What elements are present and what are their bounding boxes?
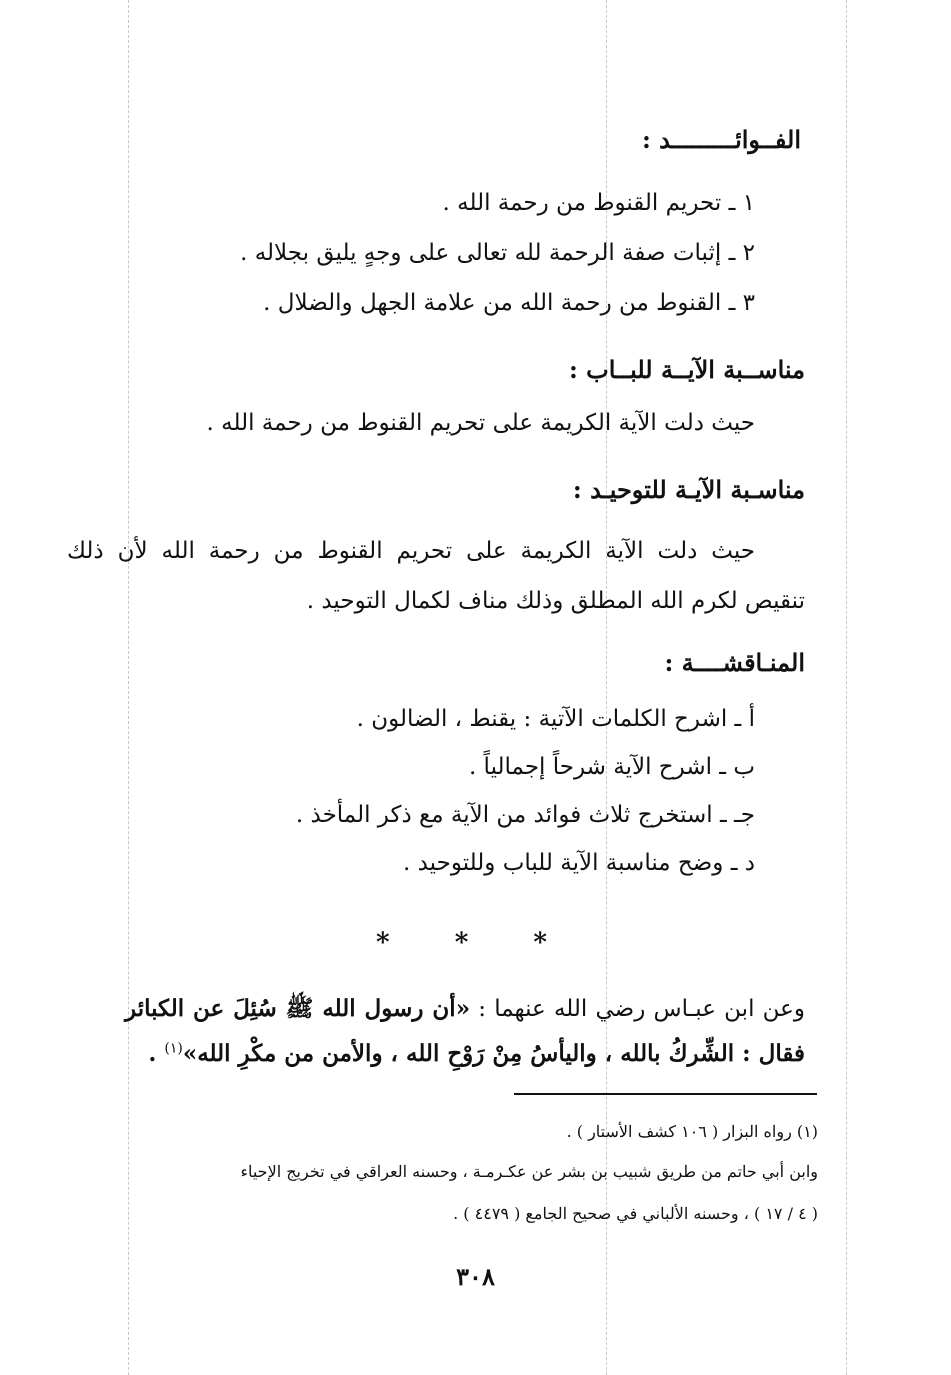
benefit-item: ٣ ـ القنوط من رحمة الله من علامة الجهل والضلال . bbox=[263, 290, 755, 316]
hadith-period: . bbox=[148, 1040, 165, 1067]
hadith-intro: وعن ابن عبـاس رضي الله عنهما : bbox=[470, 996, 805, 1022]
footnote-continuation: وابن أبي حاتم من طريق شبيب بن بشر عن عكـرمـة ، وحسنه العراقي في تخريج الإحياء bbox=[240, 1162, 818, 1181]
discussion-item: ب ـ اشرح الآية شرحاً إجمالياً . bbox=[468, 754, 755, 780]
chapter-relevance-heading: مناســبة الآيــة للبــاب : bbox=[568, 355, 805, 384]
scan-artifact-line bbox=[128, 0, 129, 1375]
tawhid-relevance-heading: مناسـبة الآيـة للتوحيـد : bbox=[572, 475, 805, 504]
footnote-continuation: ( ٤ / ١٧ ) ، وحسنه الألباني في صحيح الجامع ( ٤٤٧٩ ) . bbox=[453, 1204, 818, 1223]
footnote-rule bbox=[514, 1093, 817, 1095]
hadith-quote-start: «أن رسول الله ﷺ سُئِلَ عن الكبائر bbox=[125, 995, 471, 1022]
section-separator: * * * bbox=[376, 928, 575, 958]
tawhid-relevance-line: تنقيص لكرم الله المطلق وذلك مناف لكمال التوحيد . bbox=[306, 588, 805, 614]
hadith-line-1 bbox=[125, 994, 805, 1028]
benefits-heading: الفــوائـــــــــد : bbox=[641, 125, 801, 154]
scan-artifact-line bbox=[846, 0, 847, 1375]
benefit-item: ٢ ـ إثبات صفة الرحمة لله تعالى على وجهٍ يليق بجلاله . bbox=[240, 240, 755, 266]
hadith-quote-end: فقال : الشِّركُ بالله ، واليأسُ مِنْ رَوْحِ الله ، والأمن من مكْرِ الله» bbox=[182, 1040, 805, 1067]
discussion-item: أ ـ اشرح الكلمات الآتية : يقنط ، الضالون . bbox=[356, 706, 755, 732]
discussion-heading: المنـاقشــــة : bbox=[664, 648, 805, 677]
footnote-1: (١) رواه البزار ( ١٠٦ كشف الأستار ) . bbox=[566, 1122, 818, 1141]
tawhid-relevance-line: حيث دلت الآية الكريمة على تحريم القنوط من رحمة الله لأن ذلك bbox=[67, 538, 755, 564]
benefit-item: ١ ـ تحريم القنوط من رحمة الله . bbox=[442, 190, 755, 216]
discussion-item: جـ ـ استخرج ثلاث فوائد من الآية مع ذكر المأخذ . bbox=[295, 802, 755, 828]
chapter-relevance-text: حيث دلت الآية الكريمة على تحريم القنوط من رحمة الله . bbox=[206, 410, 755, 436]
hadith-line-2 bbox=[148, 1040, 805, 1067]
footnote-reference: (١) bbox=[164, 1040, 183, 1057]
page-number: ٣٠٨ bbox=[456, 1262, 495, 1291]
discussion-item: د ـ وضح مناسبة الآية للباب وللتوحيد . bbox=[402, 850, 755, 876]
